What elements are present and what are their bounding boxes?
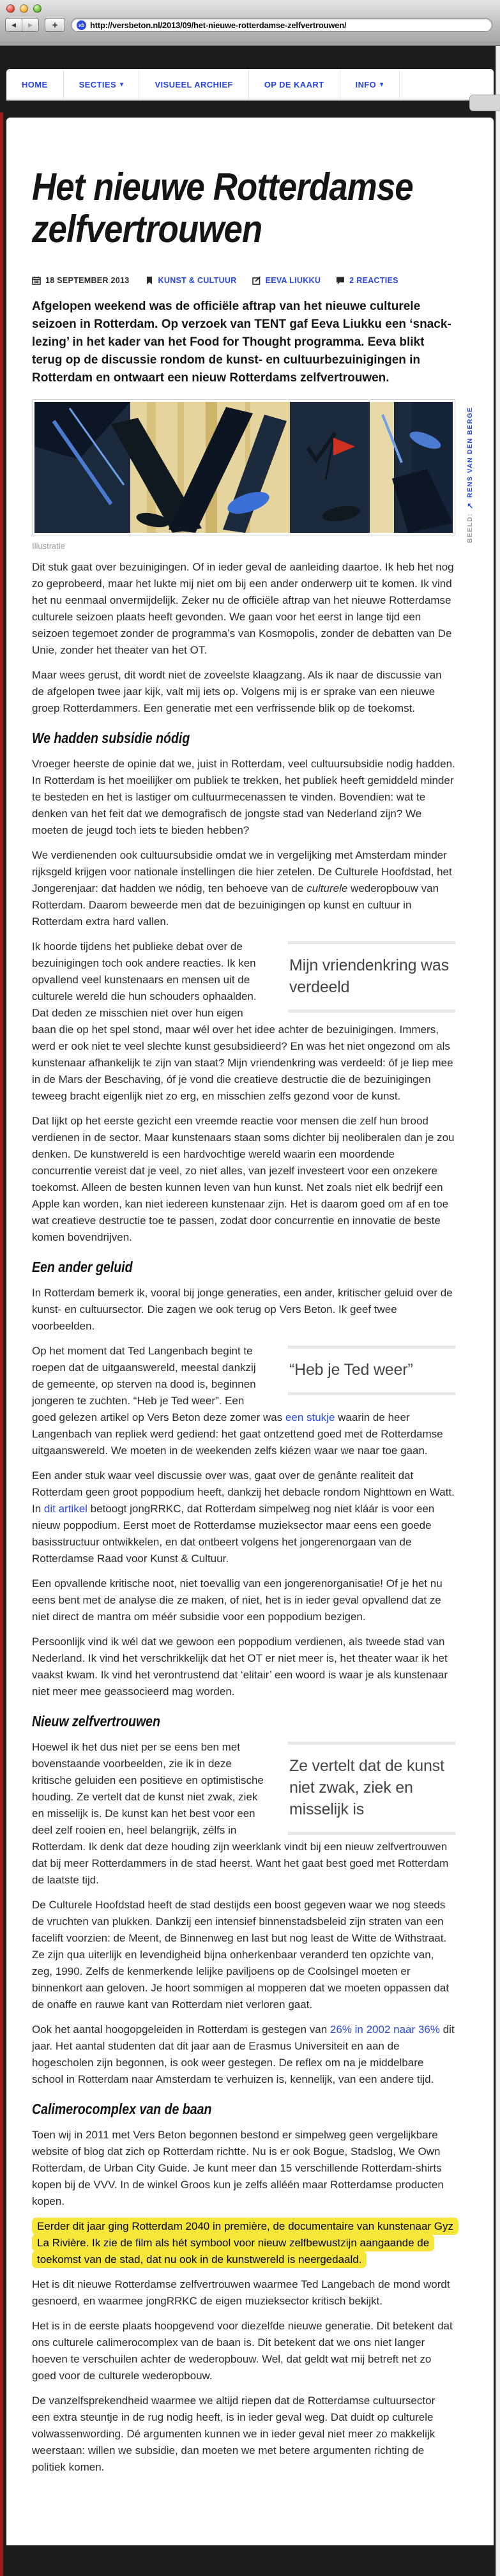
nav-item-secties[interactable] xyxy=(64,69,140,100)
paragraph-text: dit jaar. Het aantal studenten dat dit jaar aan de Erasmus Universiteit en aan de hogescholen zijn begonnen, is ook weer gestegen. De reflex om na je middelbare school in Rotterdam naar Amsterdam te verhuizen is, kennelijk, van een andere tijd. xyxy=(32,2023,455,2086)
pull-quote-rule xyxy=(288,1832,455,1835)
pull-quote xyxy=(288,941,455,1013)
meta-date xyxy=(32,276,130,285)
nav-label: SECTIES xyxy=(79,79,117,89)
nav-item-info[interactable] xyxy=(340,69,400,100)
paragraph: In Rotterdam bemerk ik, vooral bij jonge generaties, een ander, kritischer geluid over de kunst- en cultuursector. Die zagen we ook terug op Vers Beton. Ik geef twee voorbeelden. xyxy=(32,1287,453,1333)
site-favicon: vb xyxy=(77,20,86,30)
comments-text: 2 REACTIES xyxy=(349,276,398,286)
browser-chrome xyxy=(0,0,500,46)
inline-link[interactable]: 26% in 2002 naar 36% xyxy=(330,2023,440,2036)
paragraph xyxy=(32,1739,455,1889)
nav-label: INFO xyxy=(355,79,377,89)
section-heading: Nieuw zelfvertrouwen xyxy=(32,1713,160,1730)
nav-item-op-de-kaart[interactable] xyxy=(249,69,340,100)
article-meta xyxy=(32,276,455,285)
paragraph: Persoonlijk vind ik wél dat we gewoon een poppodium verdienen, als tweede stad van Nederland. Ik vind het verschrikkelijk dat het OT er niet meer is, het theater waar ik het vaakst kwam. Ik vind het verontrustend dat ‘elitair’ een woord is waar je als kunstenaar niet meer mee geassocieerd mag worden. xyxy=(32,1636,448,1698)
chevron-down-icon: ▾ xyxy=(380,80,384,88)
pull-quote-rule xyxy=(288,1392,455,1395)
paragraph: Dat lijkt op het eerste gezicht een vreemde reactie voor mensen die zelf hun brood verdienen in de sector. Maar kunstenaars staan soms dichter bij neoliberalen dan je zou denken. De kunstwereld is een hardvochtige wereld waarin een moordende concurrentie vereist dat je veel, zo niet alles, van jezelf investeert voor een onzekere toekomst. Alleen de besten kunnen leven van hun kunst. Net zoals niet elk bedrijf een Apple kan worden, kan niet iedereen kunstenaar zijn. Het is daarom goed om af en toe wat creatieve destructie toe te passen, zodat door concurrentie en innovatie de beste komen bovendrijven. xyxy=(32,1115,455,1244)
paragraph: Maar wees gerust, dit wordt niet de zoveelste klaagzang. Als ik naar de discussie van de afgelopen twee jaar kijk, valt mij iets op. Volgens mij is er sprake van een nieuwe groep Rotterdammers. Een generatie met een verfrissende blik op de toekomst. xyxy=(32,669,442,715)
paragraph-highlighted xyxy=(32,2218,455,2268)
category-text: KUNST & CULTUUR xyxy=(158,276,237,286)
paragraph xyxy=(32,939,455,1105)
meta-comments-link[interactable] xyxy=(336,276,398,285)
arrow-up-right-icon: ↗ xyxy=(466,502,474,510)
nav-item-visueel-archief[interactable] xyxy=(139,69,248,100)
image-caption: Illustratie xyxy=(32,541,66,551)
paragraph-text: Ook het aantal hoogopgeleiden in Rotterdam is gestegen van xyxy=(32,2023,330,2036)
pull-quote-rule xyxy=(288,1009,455,1013)
paragraph: Het is dit nieuwe Rotterdamse zelfvertrouwen waarmee Ted Langebach de mond wordt gesnoerd, en waarmee jongRRKC de eigen muzieksector kritisch bekijkt. xyxy=(32,2278,450,2308)
article-figure xyxy=(32,399,474,551)
pull-quote-text: Ze vertelt dat de kunst niet zwak, ziek en misselijk is xyxy=(289,1757,444,1819)
meta-author-link[interactable] xyxy=(252,276,321,285)
paragraph: De vanzelfsprekendheid waarmee we altijd riepen dat de Rotterdamse cultuursector een extra steuntje in de rug nodig heeft, is in ieder geval weg. Dat duidt op culturele volwassenwording. Dé argumenten kunnen we in ieder geval niet meer zo makkelijk weerstaan: willen we subsidie, dan moeten we met betere argumenten richting de politiek komen. xyxy=(32,2395,436,2474)
calendar-icon xyxy=(32,276,41,285)
meta-category-link[interactable] xyxy=(145,276,237,285)
address-bar[interactable] xyxy=(71,18,492,32)
bookmark-icon xyxy=(145,276,154,285)
paragraph-text: betoogt jongRRKC, dat Rotterdam simpelweg nog niet kláár is voor een nieuw poppodium. Eerst moet de Rotterdamse muzieksector maar eens een goede basisstructuur ontwikkelen, en dat ontbeert volgens het jongerenorgaan van de Rotterdamse Raad voor Kunst & Cultuur. xyxy=(32,1503,435,1565)
browser-toolbar xyxy=(5,17,492,33)
paragraph: Toen wij in 2011 met Vers Beton begonnen bestond er simpelweg geen vergelijkbare website of blog dat zich op Rotterdam richtte. Nu is er ook Bogue, Stadslog, We Own Rotterdam, de Urban City Guide. Je kunt meer dan 15 verschillende Rotterdam-shirts kopen bij de VVV. In de winkel Groos kun je zelfs alléén maar Rotterdamse producten kopen. xyxy=(32,2129,444,2208)
red-accent-ribbon xyxy=(0,112,3,2576)
article-intro: Afgelopen weekend was de officiële aftrap van het nieuwe culturele seizoen in Rotterdam. Op verzoek van TENT gaf Eeva Liukku een ‘snack-lezing’ in het kader van het Food for Thought programma. Eeva blikt terug op de discussie rondom de kunst- en cultuurbezuinigingen in Rotterdam en ontwaart een nieuw Rotterdams zelfvertrouwen. xyxy=(32,300,451,385)
author-text: EEVA LIUKKU xyxy=(265,276,321,286)
paragraph xyxy=(32,1343,455,1459)
new-tab-button[interactable]: + xyxy=(45,18,65,32)
chevron-down-icon: ▾ xyxy=(120,80,124,88)
section-heading: Calimerocomplex van de baan xyxy=(32,2101,212,2118)
highlighted-text: Eerder dit jaar ging Rotterdam 2040 in première, de documentaire van kunstenaar Gyz La Rivière. Ik zie de film als hét symbool voor nieuw zelfbewustzijn aangaande de toekomst van de stad, dat nu ook in de kunstwereld is neergedaald. xyxy=(32,2218,458,2268)
paragraph-text: wederopbouw van Rotterdam. Daarom beweerde men dat de bezuinigingen op kunst en cultuur in Rotterdam extra hard vallen. xyxy=(32,882,439,928)
article-card xyxy=(6,118,494,2545)
section-heading: Een ander geluid xyxy=(32,1259,133,1276)
inline-link[interactable]: een stukje xyxy=(285,1411,335,1424)
paragraph: Het is in de eerste plaats hoopgevend voor diezelfde nieuwe generatie. Dit betekent dat ons culturele calimerocomplex van de baan is. Dit betekent dat we ons niet langer hoeven te verschuilen achter de wederopbouw. Wel, dat geldt wat mij betreft net zo goed voor de culturele wederopbouw. xyxy=(32,2320,453,2382)
pull-quote xyxy=(288,1346,455,1395)
paragraph-text: We verdienenden ook cultuursubsidie omdat we in vergelijking met Amsterdam minder rijksgeld krijgen voor nationale instellingen die hier zetelen. De Culturele Hoofdstad, het Jongerenjaar: dat hadden we nódig, ten behoeve van de xyxy=(32,849,452,895)
search-box[interactable] xyxy=(469,95,500,111)
paragraph-text: Hoewel ik het dus niet per se eens ben met bovenstaande voorbeelden, zie ik in deze kritische geluiden een positieve en optimistische houding. Ze vertelt dat de kunst niet zwak, ziek en misselijk is. De kunst kan het best voor een deel zelf rooien en, heel belangrijk, zélfs in Rotterdam. Ik denk dat deze houding zijn weerklank vindt bij een nieuw zelfvertrouwen dat bij meer Rotterdammers in de stad heerst. Want het gaat best goed met Rotterdam de laatste tijd. xyxy=(32,1741,449,1887)
article-illustration xyxy=(32,399,455,535)
minimize-button[interactable] xyxy=(20,4,28,13)
forward-button[interactable]: ▶ xyxy=(22,18,39,32)
close-button[interactable] xyxy=(6,4,15,13)
date-text: 18 SEPTEMBER 2013 xyxy=(45,276,130,286)
paragraph: Vroeger heerste de opinie dat we, juist in Rotterdam, veel cultuursubsidie nodig hadden. In Rotterdam is het moeilijker om publiek te trekken, het publiek heeft gemiddeld minder te besteden en het is lastiger om cultuurmecenassen te vinden. Bovendien: wat te denken van het feit dat we demografisch de jongste stad van Nederland zijn? We moeten de jeugd toch iets te bieden hebben? xyxy=(32,758,455,837)
pencil-icon xyxy=(252,276,261,285)
paragraph: Dit stuk gaat over bezuinigingen. Of in ieder geval de aanleiding daartoe. Ik heb het nog zo geprobeerd, maar het lukte mij niet om bij een ander onderwerp uit te komen. Ik vind het nu eenmaal onvermijdelijk. Zeker nu de officiële aftrap van het nieuwe Rotterdamse culturele seizoen plaats heeft gevonden. We gaan voor het eerst in lange tijd een seizoen tegemoet zonder de programma’s van Kosmopolis, zonder de debatten van De Unie, zonder het theater van het OT. xyxy=(32,561,454,657)
speech-bubble-icon xyxy=(336,276,345,285)
site-navbar xyxy=(6,69,494,101)
credit-label: BEELD: xyxy=(466,513,474,544)
paragraph-text: Een ander stuk waar veel discussie over was, gaat over de genânte realiteit dat Rotterdam geen groot poppodium heeft, dankzij het debacle rondom Nighttown en Watt. In xyxy=(32,1469,455,1515)
paragraph xyxy=(32,847,455,930)
section-heading: We hadden subsidie nódig xyxy=(32,730,190,747)
paragraph-text: Op het moment dat Ted Langenbach begint te roepen dat de uitgaanswereld, meestal dankzij de gemeente, op sterven na dood is, beginnen jongeren te zuchten. “Heb je Ted weer”. Een goed gelezen artikel op Vers Beton deze zomer was xyxy=(32,1345,285,1424)
paragraph xyxy=(32,1468,455,1567)
nav-item-home[interactable] xyxy=(6,69,64,100)
nav-label: VISUEEL ARCHIEF xyxy=(155,79,233,89)
paragraph xyxy=(32,2021,455,2088)
inline-link[interactable]: dit artikel xyxy=(43,1503,87,1515)
paragraph: De Culturele Hoofdstad heeft de stad destijds een boost gegeven waar we nog steeds de vruchten van plukken. Dankzij een intensief binnenstadsbeleid zijn straten van een facelift voorzien: de Meent, de Binnenweg en last but nog least de Witte de Withstraat. Ze zijn qua uiterlijk en levendigheid bijna onherkenbaar veranderd ten opzichte van, zeg, 1990. Zelfs de kenmerkende lelijke paviljoens op de Coolsingel moeten er binnenkort aan geloven. Je hoort sommigen al mopperen dat we moeten oppassen dat de onaffe en rauwe kant van Rotterdam niet verloren gaat. xyxy=(32,1899,450,2011)
nav-label: HOME xyxy=(22,79,48,89)
paragraph: Een opvallende kritische noot, niet toevallig van een jongerenorganisatie! Of je het nu eens bent met de analyse die ze maken, of niet, het is in ieder geval opvallend dat ze niet direct de mantra om méér subsidie voor een poppodium bezigen. xyxy=(32,1577,443,1623)
nav-label: OP DE KAART xyxy=(264,79,324,89)
back-button[interactable]: ◀ xyxy=(5,18,22,32)
paragraph-text: Ik hoorde tijdens het publieke debat over de bezuinigingen toch ook andere reacties. Ik ken opvallend veel kunstenaars en mensen uit de culturele wereld die hun schouders ophaalden. Dat deden ze misschien niet over hun eigen baan die op het spel stond, maar wél over het idee achter de bezuinigingen. Immers, werd er ook niet te veel slechte kunst gesubsidieerd? En was het niet ongezond om als kunstenaar afhankelijk te zijn van staat? Mijn vriendenkring was verdeeld: óf je liep mee in de Mars der Beschaving, óf je vond die creatieve destructie die de bezuinigingen teweeg bracht eigenlijk niet zo erg, en misschien zelfs gezond voor de kunst. xyxy=(32,940,453,1103)
window-controls xyxy=(6,4,42,13)
pull-quote xyxy=(288,1742,455,1835)
paragraph-text: waarin de heer Langenbach van repliek werd gediend: het gaat ontzettend goed met de Rotterdamse uitgaanswereld. We moeten in de weekenden zelfs kiézen waar we naar toe gaan. xyxy=(32,1411,443,1457)
url-text: http://versbeton.nl/2013/09/het-nieuwe-rotterdamse-zelfvertrouwen/ xyxy=(90,20,347,30)
zoom-button[interactable] xyxy=(33,4,42,13)
scrollbar[interactable] xyxy=(496,46,500,2576)
credit-author-link[interactable]: RENS VAN DEN BERGE xyxy=(466,407,474,498)
emphasized-text: culturele xyxy=(307,882,348,895)
image-credit xyxy=(466,399,474,551)
pull-quote-text: Mijn vriendenkring was verdeeld xyxy=(289,956,449,997)
pull-quote-text: “Heb je Ted weer” xyxy=(289,1361,413,1379)
page-title: Het nieuwe Rotterdamse zelfvertrouwen xyxy=(32,165,413,251)
